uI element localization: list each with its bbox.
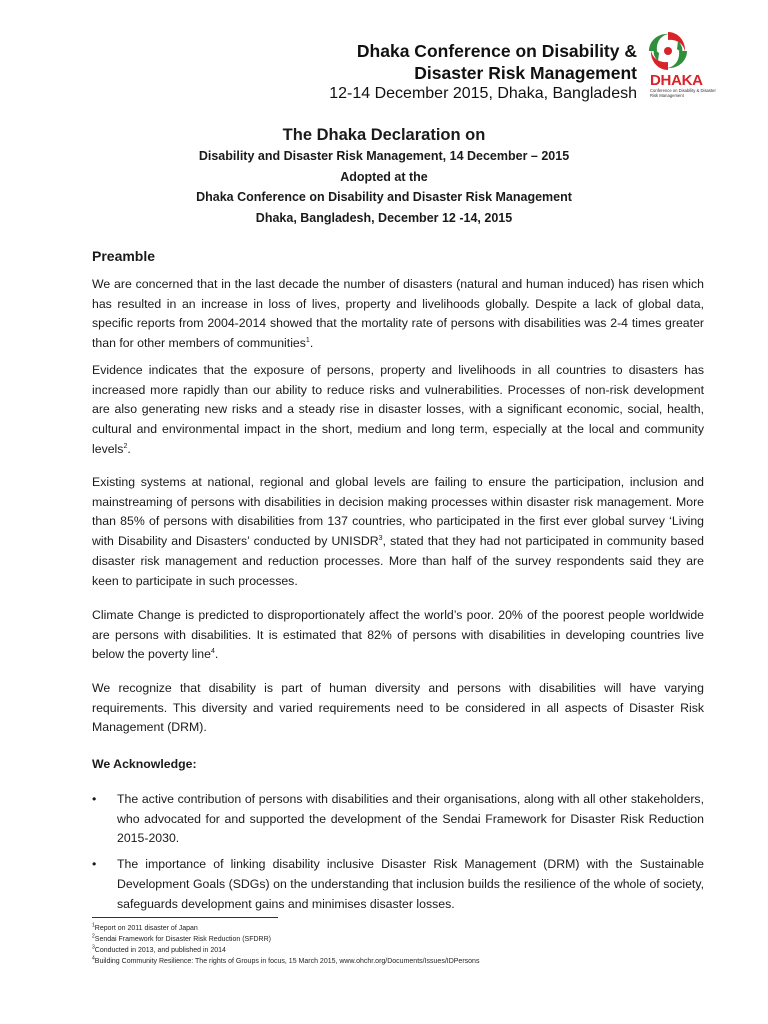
bullet-icon: • (92, 792, 97, 806)
preamble-heading: Preamble (92, 248, 156, 264)
footnote-ref-2[interactable]: 2 (123, 442, 128, 450)
declaration-title: The Dhaka Declaration on (282, 126, 486, 144)
conference-date: 12-14 December 2015, Dhaka, Bangladesh (329, 85, 637, 102)
acknowledge-list (92, 790, 704, 920)
swirl-logo-icon (644, 28, 714, 76)
bullet-icon: • (92, 857, 97, 872)
footnote-4: $^4$Building Community Resilience: The rights of Groups in focus, 15 March 2015, www.ohchr.org/Documents/Issues/IDPersons (92, 955, 480, 965)
footnote-2: $^2$Sendai Framework for Disaster Risk Reduction (SFDRR) (92, 933, 271, 943)
conference-name-line: Dhaka Conference on Disability and Disaster Risk Management (196, 190, 572, 204)
preamble-paragraph-4: Climate Change is predicted to disproportionately affect the world’s poor. 20% of the poorest people worldwide are persons with disabilities. It is estimated that 82% of persons with disabilities in developing countries live below the poverty line$^4$. (92, 608, 704, 662)
footnotes (92, 923, 479, 967)
declaration-title-block (0, 124, 768, 228)
footnote-3: $^3$Conducted in 2013, and published in 2014 (92, 944, 226, 954)
logo-brand-text: DHAKA (650, 72, 703, 89)
preamble-paragraph-5: We recognize that disability is part of human diversity and persons with disabilities will have varying requirements. This diversity and varied requirements need to be considered in all aspects of Disaster Risk Management (DRM). (92, 681, 704, 735)
conference-title-line1: Dhaka Conference on Disability & (356, 41, 637, 61)
footnote-1: $^1$Report on 2011 disaster of Japan (92, 922, 198, 932)
preamble-paragraph-3: Existing systems at national, regional and global levels are failing to ensure the participation, inclusion and mainstreaming of persons with disabilities in decision making processes within disaster risk management. More than 85% of persons with disabilities from 137 countries, who participated in the first ever global survey ‘Living with Disability and Disasters’ conducted by UNISDR$^3$, stated that they had not participated in community based disaster risk management and reduction processes. More than half of the survey respondents said they are keen to participate in such processes. (92, 475, 704, 588)
preamble-paragraph-1: We are concerned that in the last decade the number of disasters (natural and human induced) has risen which has resulted in an increase in loss of lives, property and livelihoods globally. Despite a lack of global data, specific reports from 2004-2014 showed that the mortality rate of persons with disabilities was 2-4 times greater than for other members of communities$^1$. (92, 277, 704, 351)
list-item: • The importance of linking disability inclusive Disaster Risk Management (DRM) with the Sustainable Development Goals (SDGs) on the understanding that inclusion builds the resilience of the whole of society, safeguards development gains and minimises disaster losses. (92, 857, 704, 911)
logo-subtitle: Conference on Disability & Disaster Risk Management (650, 88, 716, 98)
declaration-subtitle: Disability and Disaster Risk Management, 14 December – 2015 (198, 149, 570, 163)
conference-title-line2: Disaster Risk Management (414, 63, 637, 83)
list-item: • The active contribution of persons with disabilities and their organisations, along with all other stakeholders, who advocated for and supported the development of the Sendai Framework for Disaster Risk Reduction 2015-2030. (92, 792, 704, 846)
acknowledge-heading: We Acknowledge: (92, 757, 197, 771)
footnote-ref-3[interactable]: 3 (378, 535, 383, 543)
location-date-line: Dhaka, Bangladesh, December 12 -14, 2015 (255, 210, 513, 225)
preamble-paragraph-2: Evidence indicates that the exposure of persons, property and livelihoods in all countries to disasters has increased more rapidly than our ability to reduce risks and vulnerabilities. Processes of non-risk development are also generating new risks and a steady rise in disaster losses, with a significant economic, social, health, cultural and environmental impact in the short, medium and long term, especially at the local and community levels$^2$. (92, 363, 704, 456)
adopted-at-line: Adopted at the (340, 169, 428, 184)
footnote-ref-4[interactable]: 4 (210, 648, 215, 656)
conference-header (329, 40, 637, 104)
dhaka-logo (644, 28, 720, 108)
footnote-ref-1[interactable]: 1 (305, 337, 310, 345)
footnote-divider (92, 917, 278, 918)
